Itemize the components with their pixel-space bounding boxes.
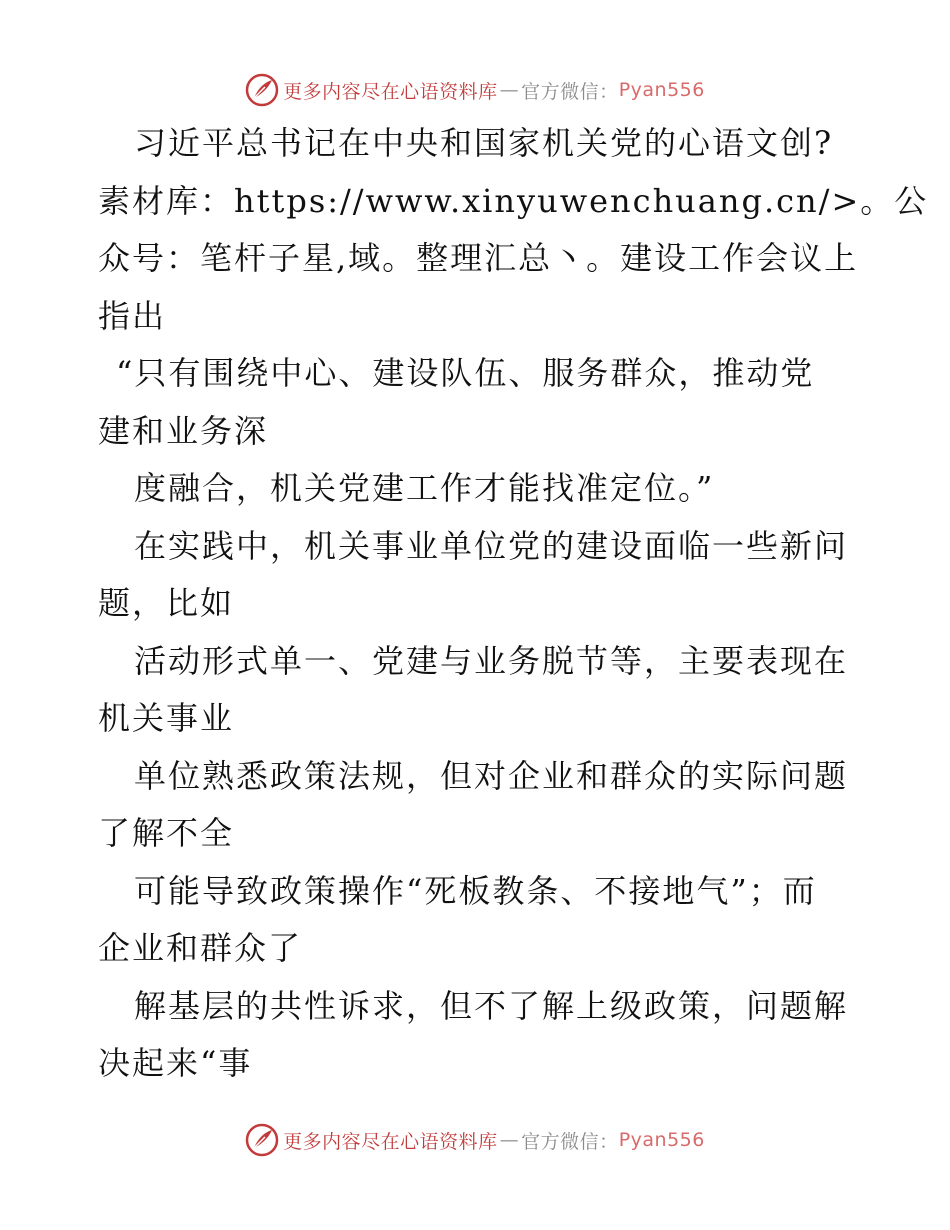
paragraph-line: 单位熟悉政策法规，但对企业和群众的实际问题 xyxy=(134,756,849,795)
paragraph-line: 企业和群众了 xyxy=(98,929,303,967)
footer-wechat-id: Pyan556 xyxy=(618,1129,705,1151)
paragraph-line: 度融合，机关党建工作才能找准定位。” xyxy=(134,469,715,507)
feather-pen-logo-icon xyxy=(245,73,279,107)
header-wechat-label: 官方微信： xyxy=(521,80,619,103)
header-wechat-id: Pyan556 xyxy=(618,79,705,101)
paragraph-line: 活动形式单一、党建与业务脱节等，主要表现在 xyxy=(134,641,849,680)
paragraph-line: 可能导致政策操作“死板教条、不接地气”；而 xyxy=(134,871,817,910)
paragraph-line: 众号：笔杆子星,域。整理汇总丶。建设工作会议上 xyxy=(98,239,859,277)
paragraph-line: 指出 xyxy=(98,296,167,335)
footer-banner xyxy=(0,1120,950,1160)
document-body xyxy=(98,115,929,1093)
feather-pen-logo-icon xyxy=(245,1123,279,1157)
paragraph-line: 解基层的共性诉求，但不了解上级政策，问题解 xyxy=(134,986,849,1025)
paragraph-line: 了解不全 xyxy=(98,814,235,852)
paragraph-line: 决起来“事 xyxy=(98,1044,253,1082)
header-separator: — xyxy=(499,79,520,101)
paragraph-line: 建和业务深 xyxy=(98,411,269,450)
paragraph-line: 素材库：https://www.xinyuwenchuang.cn/>。公 xyxy=(98,181,929,220)
header-slogan: 更多内容尽在心语资料库 xyxy=(283,80,498,103)
paragraph-line: 题，比如 xyxy=(98,584,235,622)
paragraph-line: 在实践中，机关事业单位党的建设面临一些新问 xyxy=(134,526,849,565)
footer-slogan: 更多内容尽在心语资料库 xyxy=(283,1130,498,1153)
paragraph-line: “只有围绕中心、建设队伍、服务群众，推动党 xyxy=(116,354,815,392)
paragraph-line: 习近平总书记在中央和国家机关党的心语文创? xyxy=(134,124,834,162)
header-banner xyxy=(0,70,950,110)
footer-separator: — xyxy=(499,1129,520,1151)
footer-wechat-label: 官方微信： xyxy=(521,1130,619,1153)
paragraph-line: 机关事业 xyxy=(98,699,235,737)
